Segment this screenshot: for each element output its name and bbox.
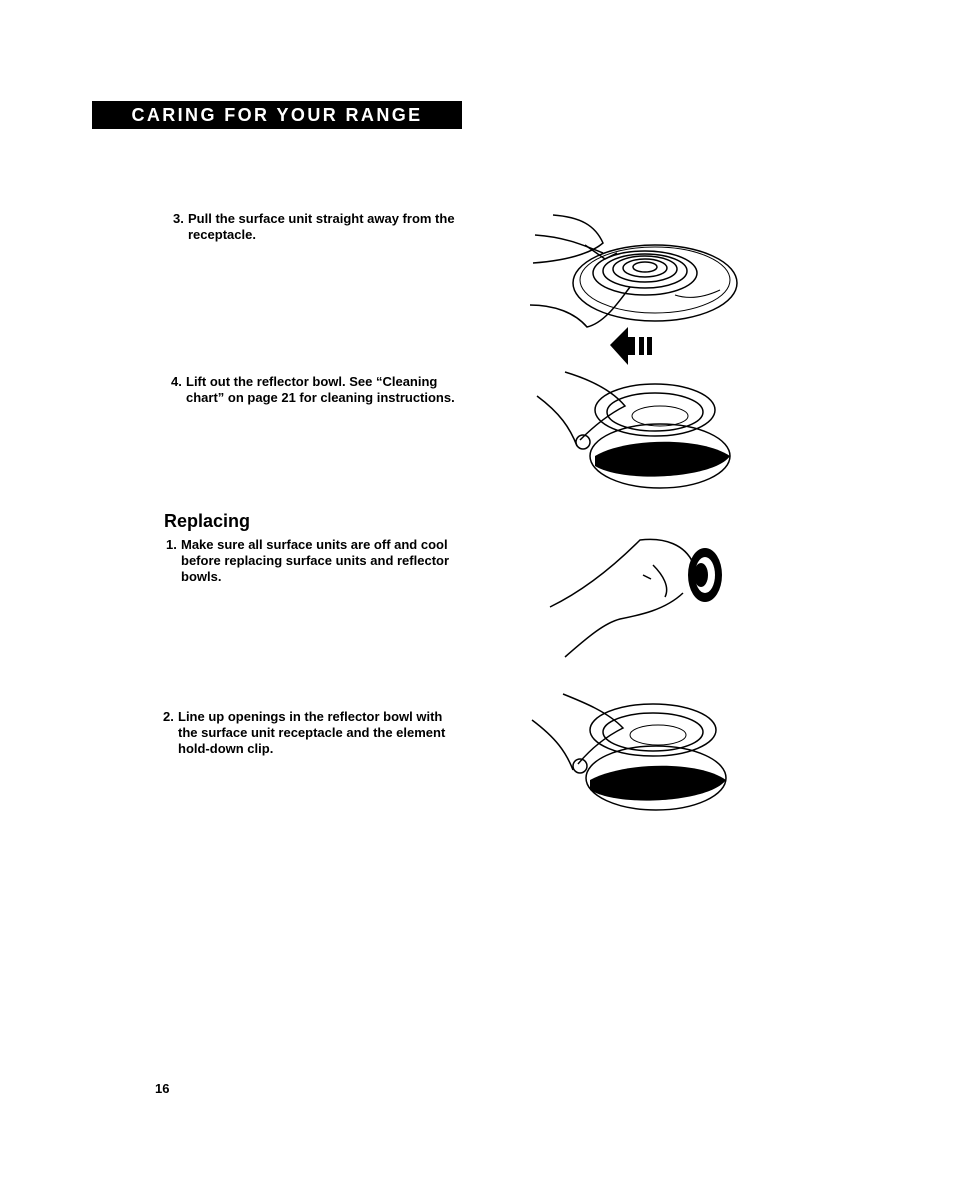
replacing-heading: Replacing bbox=[164, 511, 251, 531]
replacing-step-1 bbox=[166, 537, 451, 585]
step-number: 1. bbox=[166, 537, 177, 552]
step-number: 4. bbox=[171, 374, 182, 389]
lift-reflector-bowl-illustration bbox=[535, 368, 740, 493]
check-cool-illustration bbox=[545, 535, 730, 660]
step-text: Make sure all surface units are off and cool before replacing surface units and reflector bowls. bbox=[181, 537, 450, 584]
page-number: 16 bbox=[155, 1081, 170, 1096]
step-number: 2. bbox=[163, 709, 174, 724]
step-text: Lift out the reflector bowl. See “Cleaning chart” on page 21 for cleaning instructions. bbox=[186, 374, 455, 405]
section-header: CARING FOR YOUR RANGE bbox=[92, 101, 462, 129]
step-text: Pull the surface unit straight away from the receptacle. bbox=[188, 211, 455, 242]
step-text: Line up openings in the reflector bowl with the surface unit receptacle and the element hold-down clip. bbox=[178, 709, 446, 756]
step-number: 3. bbox=[173, 211, 184, 226]
step-3 bbox=[173, 211, 458, 243]
replacing-step-2 bbox=[163, 709, 463, 757]
align-reflector-bowl-illustration bbox=[528, 690, 738, 820]
step-4 bbox=[171, 374, 471, 406]
pull-surface-unit-illustration bbox=[525, 205, 750, 365]
